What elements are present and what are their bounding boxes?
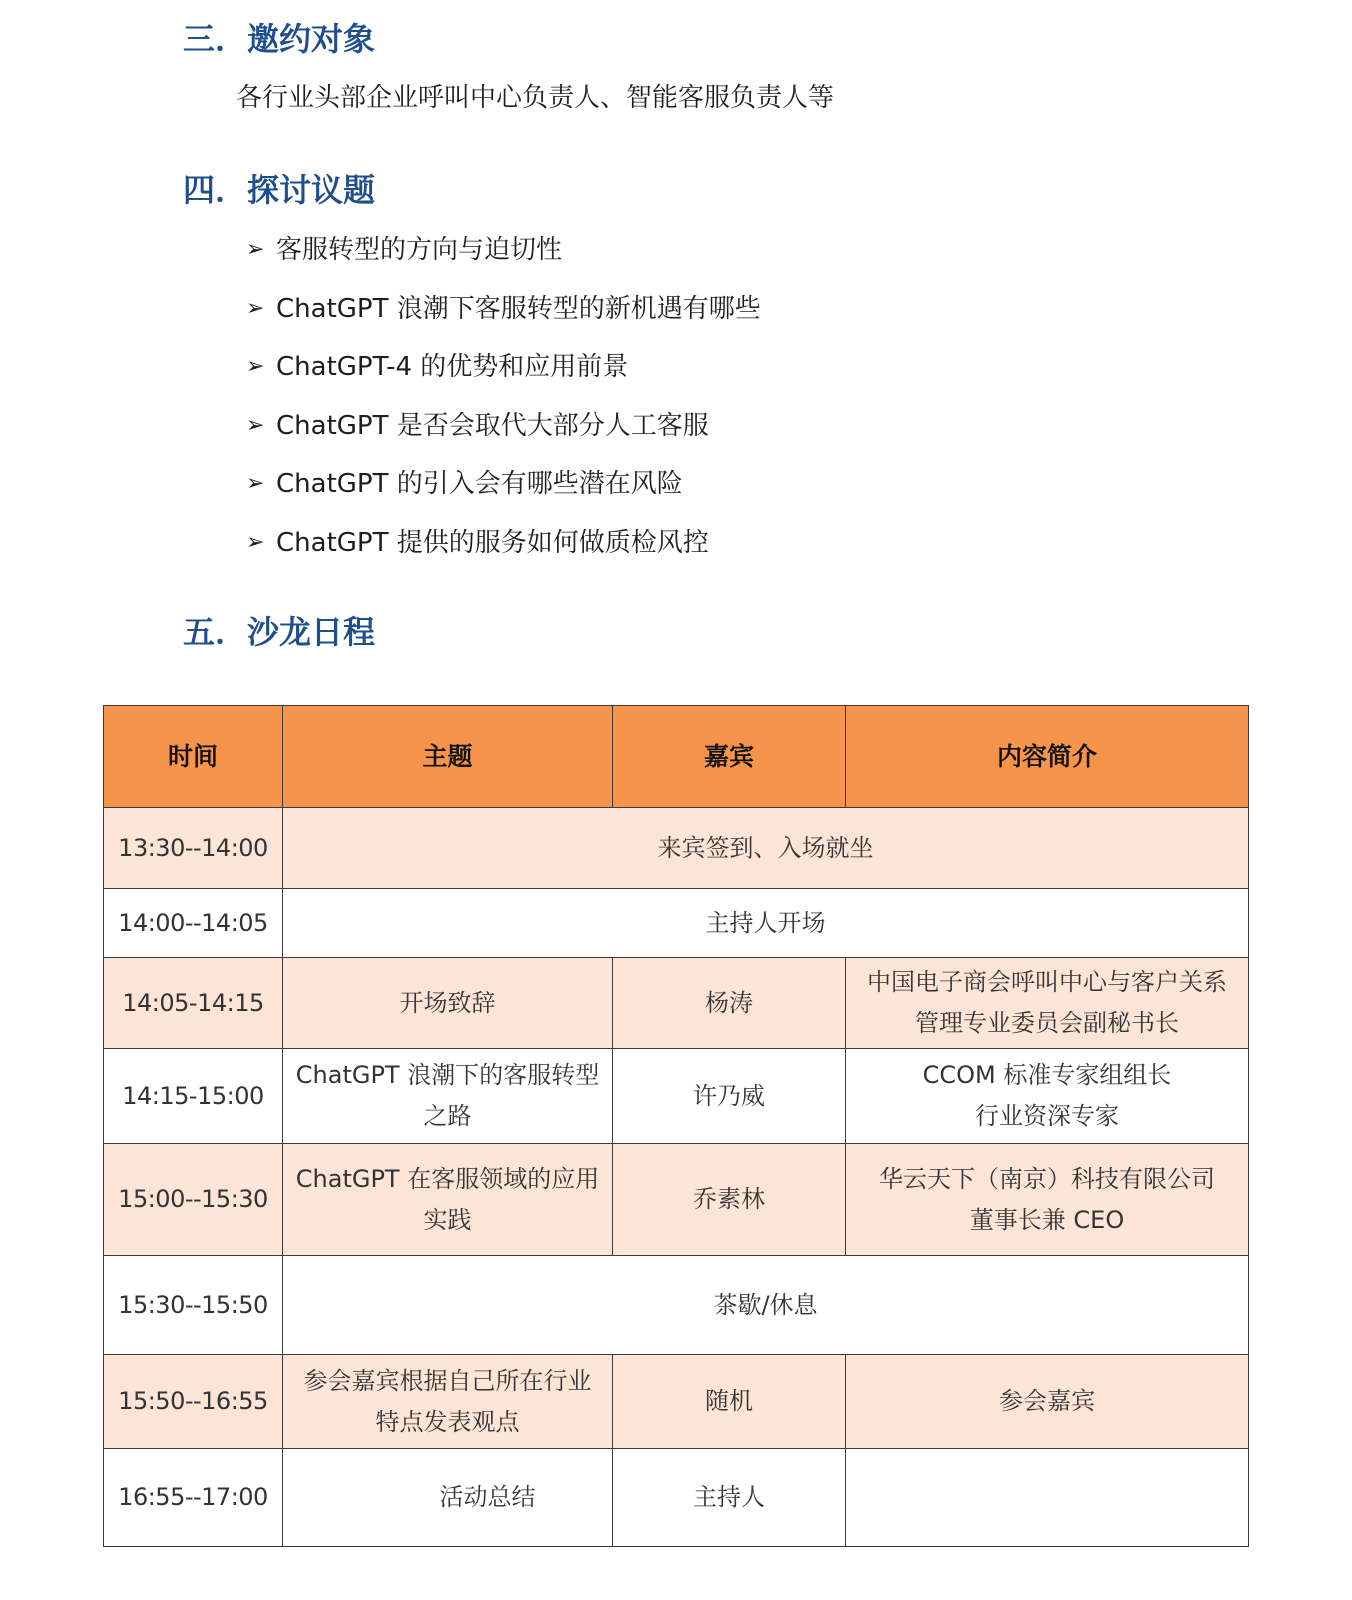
merged-cell: 茶歇/休息 (283, 1256, 1249, 1355)
description-cell (846, 1449, 1249, 1547)
arrow-bullet-icon: ➢ (246, 529, 265, 555)
topics-list (246, 232, 761, 583)
topic-line: ChatGPT 浪潮下的客服转型 (295, 1061, 600, 1089)
description-line: 董事长兼 CEO (969, 1205, 1125, 1234)
header-topic: 主题 (283, 706, 613, 808)
list-item: ➢ ChatGPT 的引入会有哪些潜在风险 (246, 466, 761, 525)
description-line: 管理专业委员会副秘书长 (915, 1009, 1179, 1037)
description-line: CCOM 标准专家组组长 (922, 1061, 1172, 1089)
topic-line: 参会嘉宾根据自己所在行业 (303, 1366, 592, 1395)
topic-cell: 活动总结 (283, 1449, 613, 1547)
topic-line: 特点发表观点 (375, 1407, 520, 1436)
merged-cell: 主持人开场 (283, 889, 1249, 958)
invite-text: 各行业头部企业呼叫中心负责人、智能客服负责人等 (236, 83, 835, 113)
guest-cell: 杨涛 (613, 958, 846, 1049)
arrow-bullet-icon: ➢ (246, 295, 265, 321)
time-cell: 16:55--17:00 (104, 1449, 283, 1547)
schedule-table (103, 705, 1249, 1547)
arrow-bullet-icon: ➢ (246, 354, 265, 379)
topic-line: 之路 (423, 1102, 472, 1130)
guest-cell: 随机 (613, 1355, 846, 1449)
table-row (104, 1449, 1249, 1547)
topic-cell (283, 1355, 613, 1449)
table-row (104, 889, 1249, 958)
merged-cell: 来宾签到、入场就坐 (283, 808, 1249, 889)
time-cell: 14:00--14:05 (104, 889, 283, 958)
topic-line: ChatGPT 在客服领域的应用 (295, 1164, 600, 1193)
header-guest: 嘉宾 (613, 706, 846, 808)
guest-cell: 许乃威 (613, 1049, 846, 1144)
time-cell: 14:15-15:00 (104, 1049, 283, 1144)
description-cell (846, 1144, 1249, 1256)
table-row (104, 958, 1249, 1049)
guest-cell: 主持人 (613, 1449, 846, 1547)
section-title-schedule: 五．沙龙日程 (183, 613, 376, 651)
table-row (104, 1144, 1249, 1256)
description-cell: 参会嘉宾 (846, 1355, 1249, 1449)
arrow-bullet-icon: ➢ (246, 412, 265, 438)
list-item: ➢ ChatGPT-4 的优势和应用前景 (246, 349, 761, 408)
time-cell: 13:30--14:00 (104, 808, 283, 889)
topic-cell (283, 1049, 613, 1144)
guest-cell: 乔素林 (613, 1144, 846, 1256)
arrow-bullet-icon: ➢ (246, 471, 265, 496)
list-item: ➢ ChatGPT 是否会取代大部分人工客服 (246, 408, 761, 467)
time-cell: 15:50--16:55 (104, 1355, 283, 1449)
time-cell: 15:00--15:30 (104, 1144, 283, 1256)
section-title-invite: 三．邀约对象 (183, 20, 376, 58)
header-description: 内容简介 (846, 706, 1249, 808)
topic-cell: 开场致辞 (283, 958, 613, 1049)
section-title-topics: 四．探讨议题 (183, 171, 376, 209)
list-item: ➢ ChatGPT 浪潮下客服转型的新机遇有哪些 (246, 291, 761, 350)
description-line: 华云天下（南京）科技有限公司 (879, 1164, 1215, 1193)
description-cell (846, 1049, 1249, 1144)
table-row (104, 1049, 1249, 1144)
description-cell (846, 958, 1249, 1049)
table-row (104, 1256, 1249, 1355)
topic-line: 实践 (423, 1205, 472, 1234)
topic-cell (283, 1144, 613, 1256)
time-cell: 15:30--15:50 (104, 1256, 283, 1355)
list-item: ➢ 客服转型的方向与迫切性 (246, 232, 761, 291)
table-header-row (104, 706, 1249, 808)
description-line: 行业资深专家 (975, 1102, 1119, 1130)
header-time: 时间 (104, 706, 283, 808)
list-item: ➢ ChatGPT 提供的服务如何做质检风控 (246, 525, 761, 584)
time-cell: 14:05-14:15 (104, 958, 283, 1049)
arrow-bullet-icon: ➢ (246, 237, 265, 262)
table-row (104, 1355, 1249, 1449)
table-row (104, 808, 1249, 889)
description-line: 中国电子商会呼叫中心与客户关系 (867, 968, 1227, 996)
